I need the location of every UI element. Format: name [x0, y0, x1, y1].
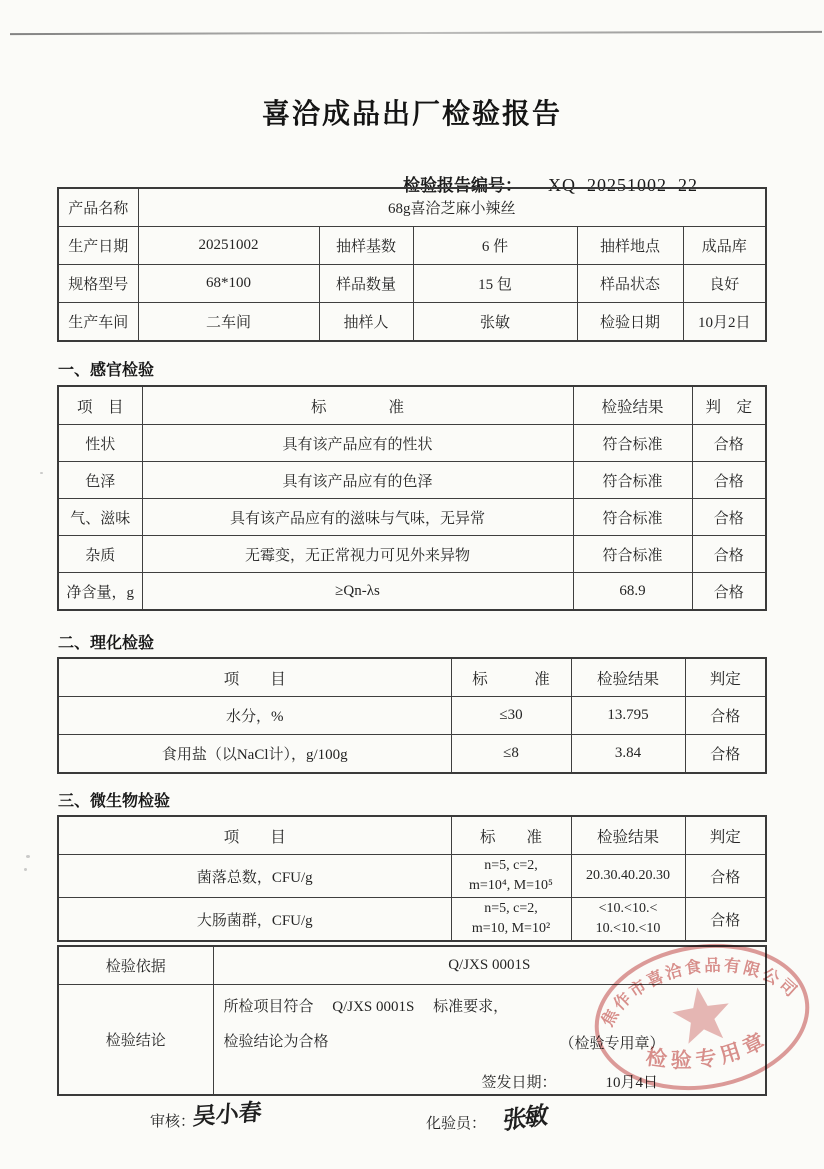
sample-base-value: 6 件 — [413, 227, 577, 265]
conclusion-line1: 所检项目符合 Q/JXS 0001S 标准要求， — [223, 999, 509, 1015]
sample-place-label: 抽样地点 — [577, 227, 683, 265]
product-name-value: 68g喜洽芝麻小辣丝 — [138, 188, 766, 227]
scan-speck — [26, 855, 30, 858]
micro-table — [57, 815, 767, 942]
product-name-label: 产品名称 — [58, 188, 138, 227]
item-cell: 气、滋味 — [58, 499, 142, 536]
production-date-value: 20251002 — [138, 227, 319, 265]
sample-qty-label: 样品数量 — [319, 265, 413, 303]
result-cell — [571, 855, 685, 898]
sample-state-value: 良好 — [683, 265, 766, 303]
verdict-cell: 合格 — [692, 425, 766, 462]
table-header-row — [58, 658, 766, 697]
verdict-cell: 合格 — [692, 573, 766, 611]
table-row — [58, 303, 766, 342]
workshop-label: 生产车间 — [58, 303, 138, 342]
section-title-micro: 三、微生物检验 — [58, 793, 171, 810]
col-item: 项 目 — [58, 816, 451, 855]
standard-line1: n=5, c=2, — [484, 857, 538, 873]
sample-qty-value: 15 包 — [413, 265, 577, 303]
result-line2: 10.<10.<10 — [595, 921, 661, 936]
sample-place-value: 成品库 — [683, 227, 766, 265]
col-standard: 标 准 — [142, 386, 573, 425]
production-date-label: 生产日期 — [58, 227, 138, 265]
sampler-label: 抽样人 — [319, 303, 413, 342]
basis-value: Q/JXS 0001S — [213, 946, 766, 985]
col-item: 项 目 — [58, 658, 451, 697]
table-row — [58, 499, 766, 536]
basis-label: 检验依据 — [58, 946, 213, 985]
verdict-cell: 合格 — [685, 697, 766, 735]
result-cell: 3.84 — [571, 735, 685, 774]
scan-speck — [24, 868, 27, 871]
table-row — [58, 735, 766, 774]
standard-cell: ≤8 — [451, 735, 571, 774]
result-line1: 20.30.40.20.30 — [586, 867, 670, 883]
standard-line2: m=10⁴, M=10⁵ — [469, 878, 553, 893]
item-cell: 性状 — [58, 425, 142, 462]
col-item: 项 目 — [58, 386, 142, 425]
table-row — [58, 536, 766, 573]
verdict-cell: 合格 — [692, 499, 766, 536]
col-standard: 标 准 — [451, 658, 571, 697]
tester-label: 化验员： — [426, 1116, 487, 1132]
issue-date-label: 签发日期： — [481, 1075, 557, 1091]
result-cell: 符合标准 — [573, 462, 692, 499]
conclusion-line2: 检验结论为合格 — [223, 1034, 329, 1050]
sampler-value: 张敏 — [413, 303, 577, 342]
table-row — [58, 697, 766, 735]
section-title-physchem: 二、理化检验 — [58, 635, 155, 652]
conclusion-label: 检验结论 — [58, 985, 213, 1096]
table-row — [58, 462, 766, 499]
scan-speck — [40, 472, 43, 474]
col-result: 检验结果 — [571, 816, 685, 855]
reviewer-signature: 吴小春 — [191, 1099, 263, 1131]
verdict-cell: 合格 — [685, 735, 766, 774]
item-cell: 菌落总数，CFU/g — [58, 855, 451, 898]
table-header-row — [58, 816, 766, 855]
verdict-cell: 合格 — [692, 462, 766, 499]
col-verdict: 判定 — [685, 816, 766, 855]
verdict-cell: 合格 — [685, 898, 766, 942]
verdict-cell: 合格 — [692, 536, 766, 573]
section-title-sensory: 一、感官检验 — [58, 362, 155, 379]
col-result: 检验结果 — [573, 386, 692, 425]
item-cell: 水分，% — [58, 697, 451, 735]
inspect-date-value: 10月2日 — [683, 303, 766, 342]
item-cell: 净含量，g — [58, 573, 142, 611]
col-result: 检验结果 — [571, 658, 685, 697]
seal-company-text: 焦作市喜洽食品有限公司 — [598, 956, 802, 1030]
sample-base-label: 抽样基数 — [319, 227, 413, 265]
result-cell: 13.795 — [571, 697, 685, 735]
scan-artifact-line — [10, 31, 822, 35]
report-number-value: XQ 20251002 22 — [548, 175, 698, 195]
standard-cell: 无霉变，无正常视力可见外来异物 — [142, 536, 573, 573]
col-standard: 标 准 — [451, 816, 571, 855]
product-info-table — [57, 187, 767, 342]
standard-line1: n=5, c=2, — [484, 900, 538, 916]
standard-cell: ≤30 — [451, 697, 571, 735]
table-row — [58, 425, 766, 462]
result-cell: 符合标准 — [573, 499, 692, 536]
col-verdict: 判 定 — [692, 386, 766, 425]
result-cell: 68.9 — [573, 573, 692, 611]
standard-cell — [451, 855, 571, 898]
table-row — [58, 188, 766, 227]
sample-state-label: 样品状态 — [577, 265, 683, 303]
physchem-table — [57, 657, 767, 774]
report-number-label: 检验报告编号： — [403, 176, 522, 195]
page-title: 喜洽成品出厂检验报告 — [261, 98, 562, 129]
table-row — [58, 265, 766, 303]
standard-cell: 具有该产品应有的滋味与气味，无异常 — [142, 499, 573, 536]
seal-note: （检验专用章） — [559, 1036, 665, 1052]
review-label: 审核： — [150, 1114, 196, 1130]
spec-label: 规格型号 — [58, 265, 138, 303]
standard-cell: 具有该产品应有的色泽 — [142, 462, 573, 499]
result-cell: 符合标准 — [573, 425, 692, 462]
spec-value: 68*100 — [138, 265, 319, 303]
standard-cell: 具有该产品应有的性状 — [142, 425, 573, 462]
item-cell: 色泽 — [58, 462, 142, 499]
inspect-date-label: 检验日期 — [577, 303, 683, 342]
workshop-value: 二车间 — [138, 303, 319, 342]
result-line1: <10.<10.< — [598, 900, 658, 916]
result-cell: 符合标准 — [573, 536, 692, 573]
table-row — [58, 573, 766, 611]
standard-cell: ≥Qn-λs — [142, 573, 573, 611]
company-seal-stamp — [575, 933, 824, 1103]
seal-label-text: 检验专用章 — [644, 1027, 773, 1073]
issue-date-value: 10月4日 — [605, 1075, 659, 1091]
table-row — [58, 227, 766, 265]
item-cell: 杂质 — [58, 536, 142, 573]
item-cell: 食用盐（以NaCl计），g/100g — [58, 735, 451, 774]
col-verdict: 判定 — [685, 658, 766, 697]
sensory-table — [57, 385, 767, 611]
table-row — [58, 855, 766, 898]
seal-star-icon — [669, 983, 734, 1046]
verdict-cell: 合格 — [685, 855, 766, 898]
table-header-row — [58, 386, 766, 425]
item-cell: 大肠菌群，CFU/g — [58, 898, 451, 942]
tester-signature: 张敏 — [502, 1100, 548, 1136]
standard-line2: m=10, M=10² — [471, 921, 551, 936]
standard-cell — [451, 898, 571, 942]
